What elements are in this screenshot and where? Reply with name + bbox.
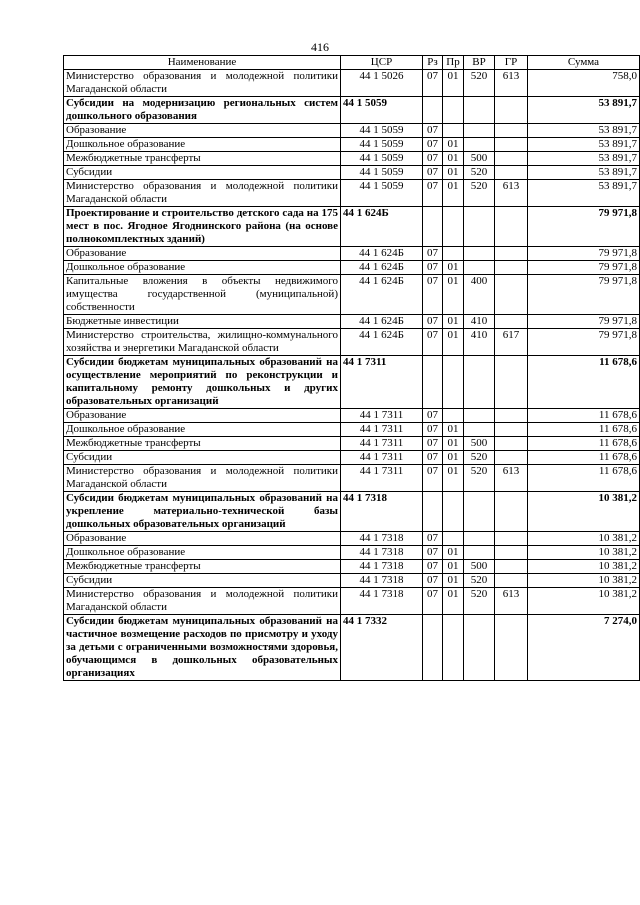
cell-csr: 44 1 7332 [341, 615, 423, 681]
cell-pr [443, 532, 464, 546]
table-row [64, 152, 640, 166]
cell-rz: 07 [423, 423, 443, 437]
cell-rz: 07 [423, 329, 443, 356]
cell-name: Субсидии бюджетам муниципальных образований на осуществление мероприятий по реконструкции и капитальному ремонту дошкольных и других образовательных организаций [64, 356, 341, 409]
cell-pr: 01 [443, 152, 464, 166]
cell-vr [464, 97, 495, 124]
cell-csr: 44 1 7318 [341, 574, 423, 588]
cell-gr [495, 437, 528, 451]
cell-name: Образование [64, 247, 341, 261]
cell-pr [443, 124, 464, 138]
cell-sum: 53 891,7 [528, 124, 640, 138]
cell-gr [495, 356, 528, 409]
cell-name: Министерство образования и молодежной политики Магаданской области [64, 70, 341, 97]
cell-name: Дошкольное образование [64, 423, 341, 437]
cell-pr: 01 [443, 315, 464, 329]
cell-pr: 01 [443, 437, 464, 451]
cell-pr [443, 207, 464, 247]
cell-csr: 44 1 7318 [341, 588, 423, 615]
cell-sum: 10 381,2 [528, 546, 640, 560]
table-row [64, 615, 640, 681]
cell-pr: 01 [443, 166, 464, 180]
cell-pr [443, 247, 464, 261]
cell-name: Образование [64, 532, 341, 546]
cell-name: Дошкольное образование [64, 261, 341, 275]
cell-rz: 07 [423, 437, 443, 451]
cell-vr [464, 261, 495, 275]
table-row [64, 356, 640, 409]
cell-pr: 01 [443, 180, 464, 207]
cell-gr: 613 [495, 465, 528, 492]
cell-gr [495, 423, 528, 437]
cell-gr: 613 [495, 180, 528, 207]
cell-sum: 11 678,6 [528, 409, 640, 423]
cell-rz [423, 615, 443, 681]
cell-vr: 520 [464, 451, 495, 465]
table-row [64, 275, 640, 315]
cell-rz: 07 [423, 180, 443, 207]
cell-sum: 10 381,2 [528, 492, 640, 532]
cell-sum: 11 678,6 [528, 451, 640, 465]
cell-gr [495, 315, 528, 329]
cell-gr [495, 615, 528, 681]
cell-name: Дошкольное образование [64, 138, 341, 152]
cell-vr [464, 546, 495, 560]
cell-rz: 07 [423, 152, 443, 166]
cell-rz: 07 [423, 315, 443, 329]
cell-rz: 07 [423, 546, 443, 560]
cell-pr: 01 [443, 560, 464, 574]
cell-rz: 07 [423, 465, 443, 492]
table-row [64, 492, 640, 532]
cell-sum: 10 381,2 [528, 574, 640, 588]
cell-rz: 07 [423, 166, 443, 180]
cell-pr: 01 [443, 329, 464, 356]
cell-pr: 01 [443, 451, 464, 465]
cell-name: Министерство образования и молодежной политики Магаданской области [64, 465, 341, 492]
table-row [64, 138, 640, 152]
header-gr: ГР [495, 56, 528, 70]
page-number: 416 [311, 40, 329, 54]
cell-gr [495, 207, 528, 247]
cell-sum: 10 381,2 [528, 560, 640, 574]
cell-vr [464, 532, 495, 546]
cell-gr [495, 560, 528, 574]
cell-name: Проектирование и строительство детского сада на 175 мест в пос. Ягодное Ягоднинского района (на основе полнокомплектных зданий) [64, 207, 341, 247]
cell-sum: 53 891,7 [528, 180, 640, 207]
cell-vr: 520 [464, 574, 495, 588]
cell-sum: 758,0 [528, 70, 640, 97]
cell-rz [423, 207, 443, 247]
cell-pr: 01 [443, 465, 464, 492]
cell-sum: 10 381,2 [528, 532, 640, 546]
cell-vr: 520 [464, 70, 495, 97]
table-row [64, 546, 640, 560]
cell-csr: 44 1 5059 [341, 180, 423, 207]
cell-vr [464, 615, 495, 681]
cell-csr: 44 1 7311 [341, 465, 423, 492]
cell-vr: 410 [464, 329, 495, 356]
header-vr: ВР [464, 56, 495, 70]
cell-vr [464, 207, 495, 247]
cell-csr: 44 1 7311 [341, 451, 423, 465]
cell-name: Субсидии [64, 451, 341, 465]
cell-pr: 01 [443, 574, 464, 588]
cell-gr [495, 532, 528, 546]
cell-sum: 79 971,8 [528, 275, 640, 315]
cell-name: Межбюджетные трансферты [64, 560, 341, 574]
cell-sum: 11 678,6 [528, 423, 640, 437]
cell-name: Образование [64, 124, 341, 138]
table-row [64, 437, 640, 451]
cell-rz [423, 492, 443, 532]
cell-gr [495, 124, 528, 138]
cell-gr [495, 451, 528, 465]
cell-sum: 11 678,6 [528, 465, 640, 492]
cell-gr [495, 138, 528, 152]
cell-sum: 53 891,7 [528, 152, 640, 166]
cell-rz: 07 [423, 247, 443, 261]
table-row [64, 97, 640, 124]
header-csr: ЦСР [341, 56, 423, 70]
cell-csr: 44 1 5026 [341, 70, 423, 97]
cell-csr: 44 1 7318 [341, 532, 423, 546]
cell-vr: 500 [464, 152, 495, 166]
table-row [64, 451, 640, 465]
cell-rz: 07 [423, 451, 443, 465]
cell-rz: 07 [423, 275, 443, 315]
cell-vr: 520 [464, 180, 495, 207]
cell-rz: 07 [423, 560, 443, 574]
cell-pr: 01 [443, 70, 464, 97]
table-row [64, 207, 640, 247]
cell-vr [464, 124, 495, 138]
cell-csr: 44 1 5059 [341, 97, 423, 124]
cell-csr: 44 1 624Б [341, 275, 423, 315]
cell-csr: 44 1 624Б [341, 207, 423, 247]
cell-rz: 07 [423, 261, 443, 275]
table-row [64, 465, 640, 492]
cell-gr: 617 [495, 329, 528, 356]
table-row [64, 315, 640, 329]
cell-csr: 44 1 624Б [341, 315, 423, 329]
cell-name: Субсидии бюджетам муниципальных образований на частичное возмещение расходов по присмотру и уходу за детьми с ограниченными возможностями здоровья, обучающимся в дошкольных образовательных организациях [64, 615, 341, 681]
cell-gr [495, 275, 528, 315]
cell-sum: 79 971,8 [528, 315, 640, 329]
cell-rz: 07 [423, 409, 443, 423]
cell-gr [495, 546, 528, 560]
cell-name: Дошкольное образование [64, 546, 341, 560]
cell-sum: 7 274,0 [528, 615, 640, 681]
cell-pr: 01 [443, 423, 464, 437]
cell-sum: 79 971,8 [528, 329, 640, 356]
table-row [64, 70, 640, 97]
cell-pr [443, 615, 464, 681]
cell-rz: 07 [423, 574, 443, 588]
table-row [64, 423, 640, 437]
table-header-row [64, 56, 640, 70]
table-row [64, 532, 640, 546]
cell-csr: 44 1 7318 [341, 560, 423, 574]
cell-vr [464, 247, 495, 261]
cell-csr: 44 1 624Б [341, 329, 423, 356]
cell-rz: 07 [423, 138, 443, 152]
table-row [64, 409, 640, 423]
cell-csr: 44 1 624Б [341, 261, 423, 275]
table-row [64, 560, 640, 574]
cell-vr [464, 492, 495, 532]
cell-pr: 01 [443, 275, 464, 315]
cell-gr [495, 166, 528, 180]
cell-name: Межбюджетные трансферты [64, 437, 341, 451]
cell-csr: 44 1 5059 [341, 166, 423, 180]
cell-vr: 520 [464, 166, 495, 180]
cell-gr [495, 409, 528, 423]
cell-pr: 01 [443, 138, 464, 152]
cell-sum: 53 891,7 [528, 97, 640, 124]
cell-pr: 01 [443, 546, 464, 560]
header-rz: Рз [423, 56, 443, 70]
cell-vr: 400 [464, 275, 495, 315]
cell-csr: 44 1 5059 [341, 138, 423, 152]
cell-rz [423, 97, 443, 124]
cell-vr: 520 [464, 588, 495, 615]
cell-gr [495, 261, 528, 275]
cell-name: Межбюджетные трансферты [64, 152, 341, 166]
header-sum: Сумма [528, 56, 640, 70]
cell-sum: 11 678,6 [528, 356, 640, 409]
cell-sum: 79 971,8 [528, 247, 640, 261]
cell-pr [443, 409, 464, 423]
header-pr: Пр [443, 56, 464, 70]
cell-name: Капитальные вложения в объекты недвижимого имущества государственной (муниципальной) собственности [64, 275, 341, 315]
cell-csr: 44 1 7311 [341, 423, 423, 437]
cell-sum: 79 971,8 [528, 207, 640, 247]
cell-csr: 44 1 624Б [341, 247, 423, 261]
table-row [64, 166, 640, 180]
cell-csr: 44 1 7318 [341, 492, 423, 532]
cell-gr [495, 152, 528, 166]
cell-csr: 44 1 5059 [341, 124, 423, 138]
cell-name: Министерство строительства, жилищно-коммунального хозяйства и энергетики Магаданской области [64, 329, 341, 356]
cell-vr [464, 423, 495, 437]
cell-vr: 410 [464, 315, 495, 329]
cell-vr: 500 [464, 560, 495, 574]
budget-table [63, 55, 640, 681]
cell-csr: 44 1 5059 [341, 152, 423, 166]
cell-pr: 01 [443, 261, 464, 275]
cell-name: Субсидии [64, 574, 341, 588]
table-row [64, 247, 640, 261]
cell-gr [495, 97, 528, 124]
cell-pr [443, 492, 464, 532]
cell-rz: 07 [423, 532, 443, 546]
cell-csr: 44 1 7311 [341, 437, 423, 451]
cell-csr: 44 1 7318 [341, 546, 423, 560]
cell-rz: 07 [423, 70, 443, 97]
cell-pr: 01 [443, 588, 464, 615]
cell-vr [464, 409, 495, 423]
table-row [64, 329, 640, 356]
cell-gr [495, 247, 528, 261]
cell-sum: 53 891,7 [528, 166, 640, 180]
cell-name: Министерство образования и молодежной политики Магаданской области [64, 588, 341, 615]
cell-gr [495, 574, 528, 588]
table-row [64, 180, 640, 207]
cell-vr [464, 356, 495, 409]
cell-sum: 10 381,2 [528, 588, 640, 615]
table-row [64, 124, 640, 138]
cell-vr: 500 [464, 437, 495, 451]
table-row [64, 588, 640, 615]
cell-name: Министерство образования и молодежной политики Магаданской области [64, 180, 341, 207]
cell-vr [464, 138, 495, 152]
header-name: Наименование [64, 56, 341, 70]
cell-name: Субсидии на модернизацию региональных систем дошкольного образования [64, 97, 341, 124]
cell-sum: 53 891,7 [528, 138, 640, 152]
cell-sum: 11 678,6 [528, 437, 640, 451]
table-body [64, 70, 640, 681]
cell-sum: 79 971,8 [528, 261, 640, 275]
cell-pr [443, 97, 464, 124]
cell-gr: 613 [495, 70, 528, 97]
cell-name: Образование [64, 409, 341, 423]
cell-name: Субсидии [64, 166, 341, 180]
cell-rz: 07 [423, 124, 443, 138]
cell-csr: 44 1 7311 [341, 409, 423, 423]
cell-name: Бюджетные инвестиции [64, 315, 341, 329]
cell-rz: 07 [423, 588, 443, 615]
cell-name: Субсидии бюджетам муниципальных образований на укрепление материально-технической базы дошкольных образовательных организаций [64, 492, 341, 532]
cell-rz [423, 356, 443, 409]
table-row [64, 574, 640, 588]
cell-gr [495, 492, 528, 532]
cell-csr: 44 1 7311 [341, 356, 423, 409]
cell-pr [443, 356, 464, 409]
cell-vr: 520 [464, 465, 495, 492]
cell-gr: 613 [495, 588, 528, 615]
table-row [64, 261, 640, 275]
